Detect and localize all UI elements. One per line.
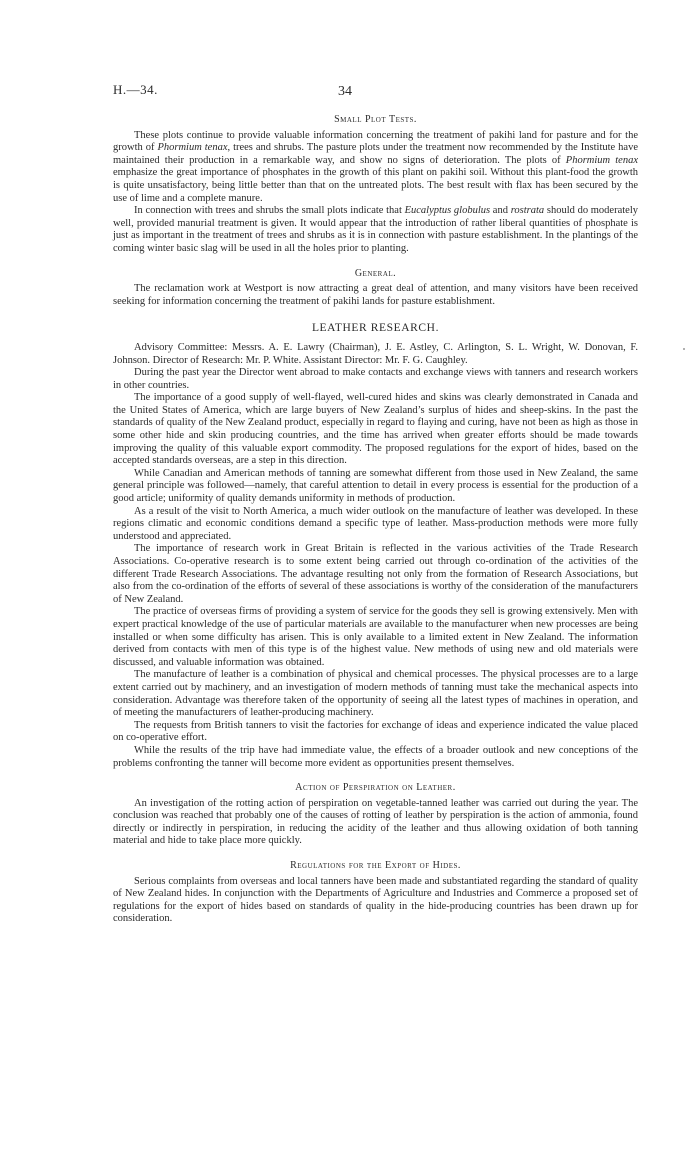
document-reference: H.—34. (113, 82, 158, 97)
leather-paragraph: The manufacture of leather is a combination of physical and chemical processes. The physical processes are to a large extent carried out by machinery, and an investigation of modern methods of tanning must take the mechanical aspects into consideration. Advantage was therefore taken of the opportunity of seeing all the latest types of machines in operation, and of meeting the manufacturers of leather-producing machinery. (113, 669, 638, 719)
general-heading: General. (354, 267, 397, 279)
page-number: 34 (338, 84, 352, 99)
advisory-committee: Advisory Committee: Messrs. A. E. Lawry (Chairman), J. E. Astley, C. Arlington, S. L. Wright, W. Donovan, F. Johnson. Director of Research: Mr. P. White. Assistant Director: Mr. F. G. Caughley. (113, 341, 638, 366)
regulations-heading: Regulations for the Export of Hides. (290, 860, 461, 872)
leather-paragraph: The importance of research work in Great Britain is reflected in the various activities of the Trade Research Associations. Co-operative research is to some extent being carried out through co-ordination of the activities of the different Trade Research Associations. The advantage resulting not only from the formation of Research Associations, but also from the co-ordination of the efforts of several of these associations is worthy of the consideration of the manufacturers of New Zealand. (113, 543, 638, 605)
perspiration-paragraph: An investigation of the rotting action of perspiration on vegetable-tanned leather was carried out during the year. The conclusion was reached that probably one of the causes of rotting of leather by perspiration is the action of ammonia, found directly or indirectly in perspiration, in reducing the acidity of the leather and thus allowing oxidation of both tanning material and hide to take place more quickly. (113, 797, 638, 847)
document-page (113, 0, 638, 1157)
general-paragraph: The reclamation work at Westport is now attracting a great deal of attention, and many visitors have been received seeking for information concerning the treatment of pakihi lands for pasture establishment. (113, 283, 638, 307)
leather-paragraph: While Canadian and American methods of tanning are somewhat different from those used in New Zealand, the same general principle was followed—namely, that careful attention to detail in every process is essential for the production of a good article; uniformity of quality demands uniformity in methods of production. (113, 467, 638, 505)
small-plot-heading: Small Plot Tests. (334, 114, 417, 125)
document-body (113, 114, 638, 926)
leather-paragraph: While the results of the trip have had immediate value, the effects of a broader outlook and new conceptions of the problems confronting the tanner will become more evident as opportunities present themselves. (113, 744, 638, 769)
small-plot-paragraph-1: These plots continue to provide valuable information concerning the treatment of pakihi land for pasture and for the growth of Phormium tenax, trees and shrubs. The pasture plots under the treatment now recommended by the Institute have maintained their production in a remarkable way, and show no signs of deterioration. The plots of Phormium tenax emphasize the great importance of phosphates in the growth of this plant on pakihi soil. Without this plant-food the growth is quite unsatisfactory, being little better than that on the untreated plots. The best result with flax has been secured by the use of lime and a complete manure. (113, 129, 638, 204)
leather-paragraph: The requests from British tanners to visit the factories for exchange of ideas and experience indicated the value placed on co-operative effort. (113, 719, 638, 744)
regulations-paragraph: Serious complaints from overseas and local tanners have been made and substantiated regarding the standard of quality of New Zealand hides. In conjunction with the Departments of Agriculture and Industries and Commerce a proposed set of regulations for the export of hides based on standards of quality in the hide-producing countries has been drawn up for consideration. (113, 875, 638, 925)
perspiration-heading: Action of Perspiration on Leather. (295, 782, 456, 794)
leather-paragraph: The importance of a good supply of well-flayed, well-cured hides and skins was clearly demonstrated in Canada and the United States of America, which are large buyers of New Zealand’s surplus of hides and sheep-skins. In the past the standards of quality of the New Zealand product, especially in regard to flaying and curing, have not been as high as those in some other hide and skin producing countries, and the time has arrived when greater efforts should be made towards improving the quality of this valuable export commodity. The proposed regulations for the export of hides, based on the accepted standards overseas, are a step in this direction. (113, 392, 638, 467)
small-plot-paragraph-2: In connection with trees and shrubs the small plots indicate that Eucalyptus globulus and rostrata should do moderately well, provided manurial treatment is given. It would appear that the introduction of rather liberal quantities of phosphate is just as important in the treatment of trees and shrubs as it is in connection with pasture establishment. In the plantings of the coming winter basic slag will be used in all the holes prior to planting. (113, 205, 638, 254)
leather-paragraph: During the past year the Director went abroad to make contacts and exchange views with tanners and research workers in other countries. (113, 367, 638, 391)
leather-paragraph: The practice of overseas firms of providing a system of service for the goods they sell is growing extensively. Men with expert practical knowledge of the use of particular materials are available to the manufacturer when new processes are being installed or when some difficulty has arisen. This is only available to a limited extent in New Zealand. The information derived from contacts with men of this type is of the highest value. New methods of using new and old materials were discussed, and valuable information was obtained. (113, 606, 638, 668)
leather-paragraph: As a result of the visit to North America, a much wider outlook on the manufacture of leather was developed. In these regions climatic and economic conditions demand a specific type of leather. Mass-production methods were more fully understood and appreciated. (113, 505, 638, 542)
margin-speck (683, 348, 685, 350)
leather-research-heading: LEATHER RESEARCH. (311, 322, 440, 335)
